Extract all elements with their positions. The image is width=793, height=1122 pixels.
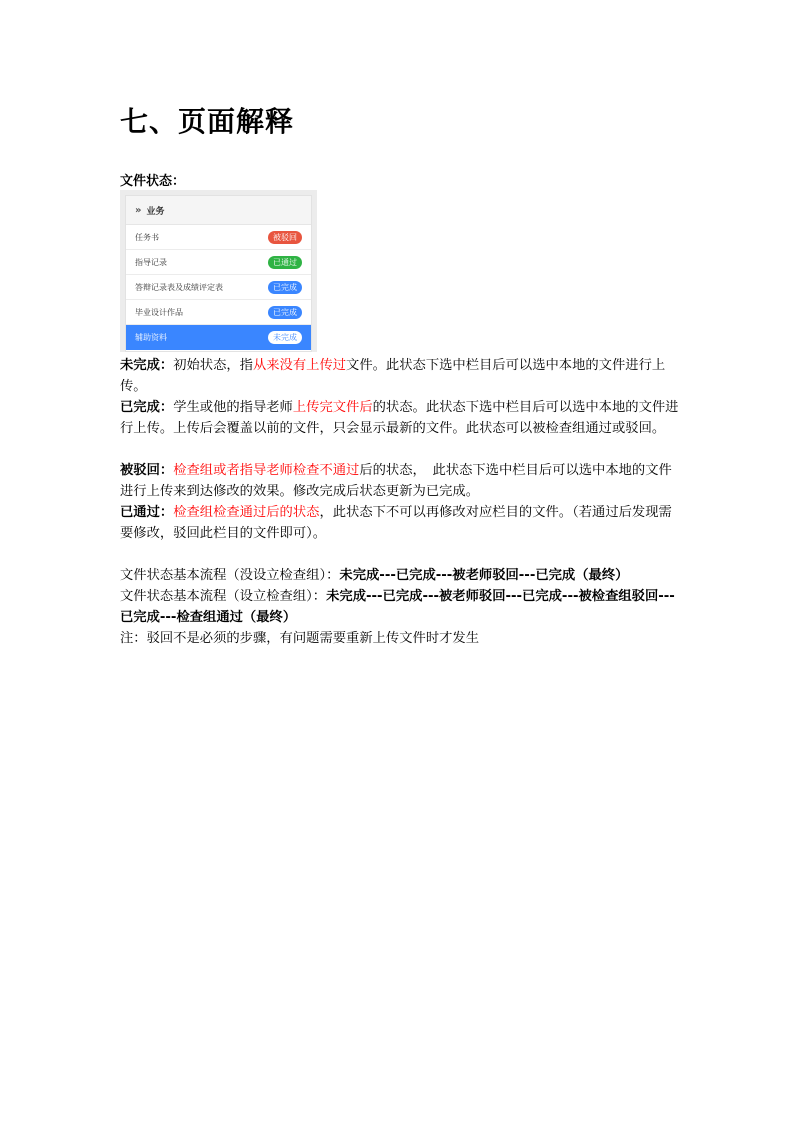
state-highlight: 从来没有上传过	[252, 358, 347, 373]
state-text: ，此状态下不可以再修改对应栏目的文件。（若通过后发现需要修改，驳回此栏目的文件即可）。	[120, 505, 672, 541]
state-highlight: 上传完文件后	[292, 400, 373, 415]
list-item-selected[interactable]	[126, 325, 311, 350]
panel-header-label: 业务	[146, 206, 165, 217]
state-text: 学生或他的指导老师	[173, 400, 293, 415]
business-panel	[125, 195, 312, 352]
list-item-label: 指导记录	[135, 257, 167, 267]
flow-prefix: 文件状态基本流程（没设立检查组）：	[120, 568, 340, 583]
state-text: 文件。此状态下选中栏目后可以选中本地的文件进行上传。	[120, 358, 666, 394]
state-sep: ：	[159, 400, 174, 415]
state-text: 的状态。此状态下选中栏目后可以选中本地的文件进行上传。上传后会覆盖以前的文件，只会显示最新的文件。此状态可以被检查组通过或驳回。	[120, 400, 679, 436]
state-complete	[120, 397, 680, 439]
status-badge: 已完成	[268, 281, 302, 294]
page-title: 七、页面解释	[120, 105, 295, 138]
status-badge: 已通过	[268, 256, 302, 269]
state-term: 已通过	[120, 505, 160, 520]
state-highlight: 检查组或者指导老师检查不通过	[173, 463, 360, 478]
flow-prefix: 文件状态基本流程（设立检查组）：	[120, 589, 327, 604]
state-passed	[120, 502, 680, 544]
state-highlight: 检查组检查通过后的状态	[173, 505, 320, 520]
list-item[interactable]	[126, 250, 311, 275]
state-term: 已完成	[120, 400, 160, 415]
state-rejected	[120, 460, 680, 502]
state-sep: ：	[159, 505, 174, 520]
status-badge: 被驳回	[268, 231, 302, 244]
state-term: 被驳回	[120, 463, 160, 478]
state-sep: ：	[159, 358, 174, 373]
panel-header[interactable]	[126, 196, 311, 225]
state-text: 初始状态，指	[173, 358, 253, 373]
note: 注：驳回不是必须的步骤，有问题需要重新上传文件时才发生	[120, 631, 480, 646]
list-item-label: 毕业设计作品	[135, 307, 183, 317]
list-item-label: 辅助资料	[135, 333, 167, 342]
list-item[interactable]	[126, 275, 311, 300]
list-item-label: 答辩记录表及成绩评定表	[135, 282, 223, 292]
list-item[interactable]	[126, 300, 311, 325]
flow-steps: 未完成---已完成---被老师驳回---已完成（最终）	[339, 568, 629, 583]
state-text: 后的状态， 此状态下选中栏目后可以选中本地的文件进行上传来到达修改的效果。修改完成后状态更新为已完成。	[120, 463, 672, 499]
state-sep: ：	[159, 463, 174, 478]
double-chevron-icon: »	[135, 204, 142, 216]
state-term: 未完成	[120, 358, 160, 373]
state-incomplete	[120, 355, 680, 397]
flow-with-check-group	[120, 586, 680, 628]
status-screenshot	[120, 190, 317, 352]
status-badge: 已完成	[268, 306, 302, 319]
flow-steps: 未完成---已完成---被老师驳回---已完成---被检查组驳回---已完成---检查组通过（最终）	[120, 589, 675, 625]
list-item-label: 任务书	[135, 232, 159, 242]
flow-without-check-group	[120, 565, 680, 586]
status-badge: 未完成	[268, 331, 302, 344]
list-item[interactable]	[126, 225, 311, 250]
section-label: 文件状态：	[120, 174, 186, 189]
